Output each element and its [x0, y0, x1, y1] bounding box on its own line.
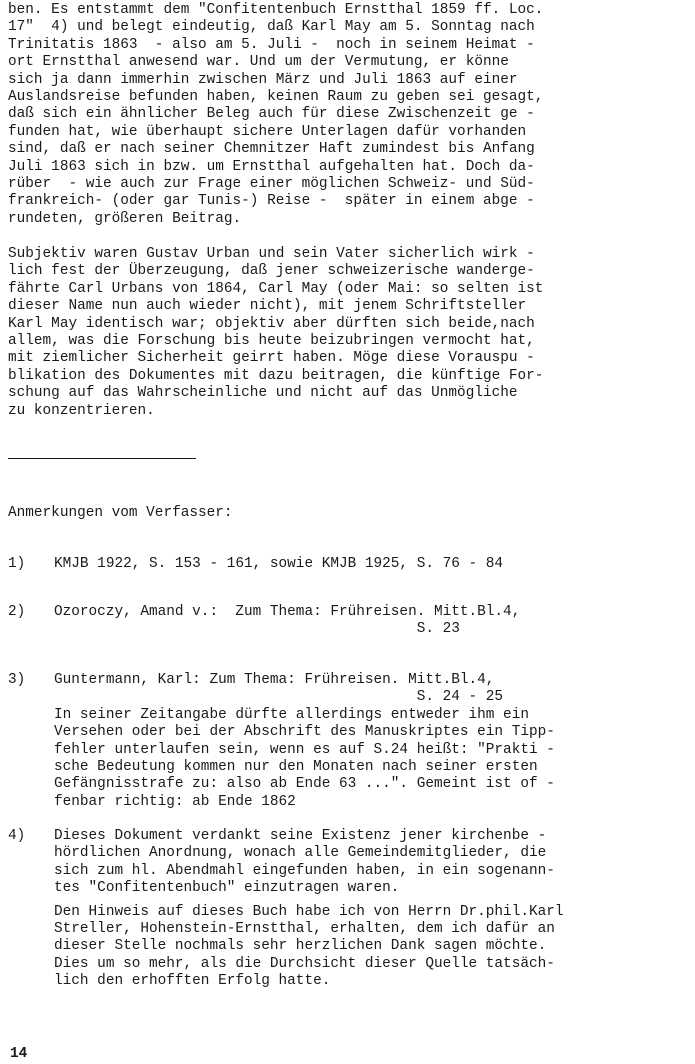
- text-line: blikation des Dokumentes mit dazu beitragen, die künftige For-: [8, 367, 544, 384]
- note-line: S. 24 - 25: [54, 689, 504, 706]
- note-line: dieser Stelle nochmals sehr herzlichen Dank sagen möchte.: [54, 938, 547, 955]
- text-line: schung auf das Wahrscheinliche und nicht auf das Unmögliche: [8, 385, 518, 402]
- note-number: 2): [8, 604, 26, 620]
- text-line: dieser Name nun auch wieder nicht), mit jenem Schriftsteller: [8, 298, 527, 315]
- note-line: Den Hinweis auf dieses Buch habe ich von Herrn Dr.phil.Karl: [54, 903, 564, 920]
- text-line: daß sich ein ähnlicher Beleg auch für diese Zwischenzeit ge -: [8, 106, 535, 123]
- note-line: Streller, Hohenstein-Ernstthal, erhalten, dem ich dafür an: [54, 921, 555, 938]
- note-line: Gefängnisstrafe zu: also ab Ende 63 ...". Gemeint ist of -: [54, 776, 555, 793]
- text-line: Karl May identisch war; objektiv aber dürften sich beide,nach: [8, 315, 535, 332]
- text-line: zu konzentrieren.: [8, 402, 155, 419]
- note-line: fenbar richtig: ab Ende 1862: [54, 793, 296, 810]
- text-line: Trinitatis 1863 - also am 5. Juli - noch in seinem Heimat -: [8, 36, 535, 53]
- text-line: mit ziemlicher Sicherheit geirrt haben. Möge diese Vorauspu -: [8, 350, 535, 367]
- note-number: 4): [8, 828, 26, 844]
- text-line: Auslandsreise befunden haben, keinen Raum zu geben sei gesagt,: [8, 89, 544, 106]
- text-line: Subjektiv waren Gustav Urban und sein Vater sicherlich wirk -: [8, 246, 535, 262]
- page-number: 14: [10, 1046, 28, 1062]
- text-line: 17" 4) und belegt eindeutig, daß Karl May am 5. Sonntag nach: [8, 19, 535, 36]
- text-line: fährte Carl Urbans von 1864, Carl May (oder Mai: so selten ist: [8, 280, 544, 297]
- note-line: sche Bedeutung kommen nur den Monaten nach seiner ersten: [54, 759, 538, 776]
- note-line: sich zum hl. Abendmahl eingefunden haben, in ein sogenann-: [54, 862, 555, 879]
- note-line: Guntermann, Karl: Zum Thema: Frühreisen. Mitt.Bl.4,: [54, 672, 495, 688]
- text-line: sich ja dann immerhin zwischen März und Juli 1863 auf einer: [8, 71, 518, 88]
- paragraph-1: [8, 2, 683, 228]
- note-line: Dieses Dokument verdankt seine Existenz jener kirchenbe -: [54, 828, 547, 844]
- text-line: ort Ernstthal anwesend war. Und um der Vermutung, er könne: [8, 54, 509, 71]
- text-line: funden hat, wie überhaupt sichere Unterlagen dafür vorhanden: [8, 123, 527, 140]
- note-number: 1): [8, 556, 26, 572]
- text-line: rüber - wie auch zur Frage einer möglichen Schweiz- und Süd-: [8, 176, 535, 193]
- note-line: Ozoroczy, Amand v.: Zum Thema: Frühreisen. Mitt.Bl.4,: [54, 604, 521, 620]
- footnote-separator: [8, 458, 196, 459]
- note-line: fehler unterlaufen sein, wenn es auf S.24 heißt: "Prakti -: [54, 741, 555, 758]
- note-line: tes "Confitentenbuch" einzutragen waren.: [54, 880, 400, 897]
- note-line: In seiner Zeitangabe dürfte allerdings entweder ihm ein: [54, 706, 529, 723]
- notes-heading: Anmerkungen vom Verfasser:: [8, 505, 233, 521]
- note-line: Versehen oder bei der Abschrift des Manuskriptes ein Tipp-: [54, 724, 555, 741]
- text-line: rundeten, größeren Beitrag.: [8, 210, 242, 227]
- text-line: ben. Es entstammt dem "Confitentenbuch Ernstthal 1859 ff. Loc.: [8, 2, 544, 18]
- note-line: hördlichen Anordnung, wonach alle Gemeindemitglieder, die: [54, 845, 547, 862]
- note-line: lich den erhofften Erfolg hatte.: [54, 973, 331, 990]
- text-line: Juli 1863 sich in bzw. um Ernstthal aufgehalten hat. Doch da-: [8, 158, 535, 175]
- text-line: allem, was die Forschung bis heute beizubringen vermocht hat,: [8, 333, 535, 350]
- text-line: lich fest der Überzeugung, daß jener schweizerische wanderge-: [8, 263, 535, 280]
- note-line: Dies um so mehr, als die Durchsicht dieser Quelle tatsäch-: [54, 955, 555, 972]
- text-line: sind, daß er nach seiner Chemnitzer Haft zumindest bis Anfang: [8, 141, 535, 158]
- note-number: 3): [8, 672, 26, 688]
- note-line: S. 23: [54, 621, 460, 638]
- paragraph-2: [8, 246, 683, 420]
- text-line: frankreich- (oder gar Tunis-) Reise - später in einem abge -: [8, 193, 535, 210]
- note-line: KMJB 1922, S. 153 - 161, sowie KMJB 1925, S. 76 - 84: [54, 556, 504, 572]
